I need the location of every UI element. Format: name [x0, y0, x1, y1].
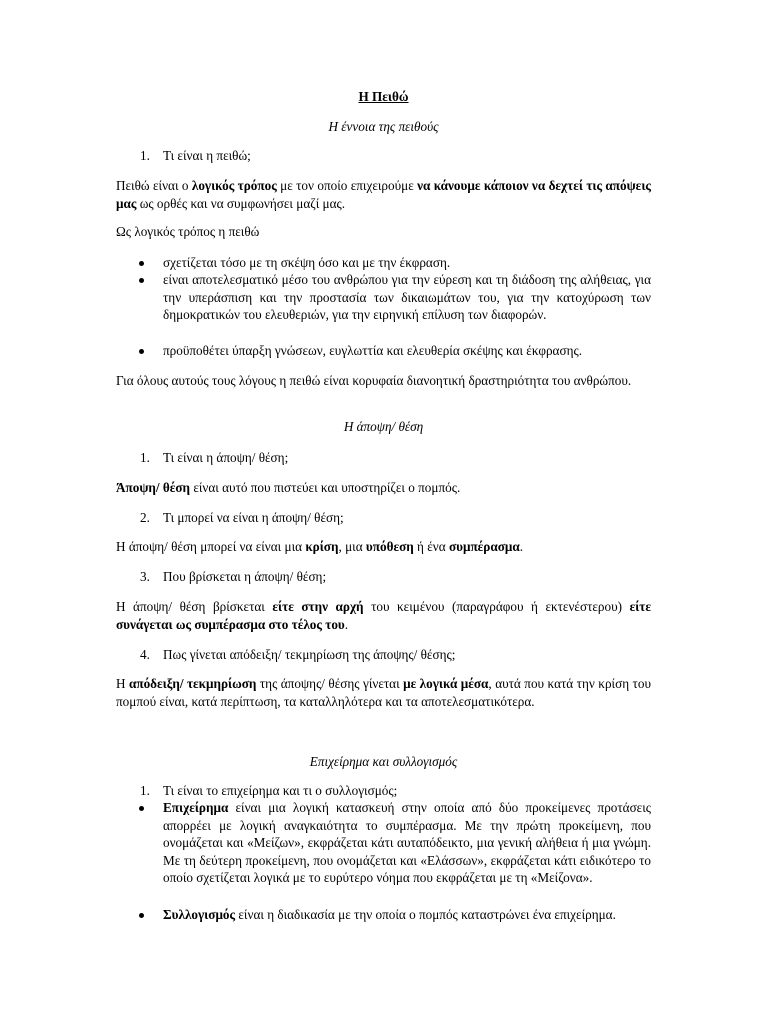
bold-run: με λογικά μέσα — [403, 676, 489, 691]
text-run: ως ορθές και να συμφωνήσει μαζί μας. — [136, 195, 346, 211]
paragraph-opinion-definition — [116, 479, 651, 497]
bold-run: υπόθεση — [365, 539, 414, 554]
bold-run: είτε στην αρχή — [272, 599, 364, 614]
question-text: Τι είναι η άποψη/ θέση; — [163, 450, 289, 465]
text-run: είναι μια λογική κατασκευή στην οποία από δύο προκείμενες προτάσεις απορρέει με λογική αναγκαιότητα το συμπέρασμα. Με την πρώτη προκείμενη, που ονομάζεται και «Μείζων», εκφράζεται κάτι αυταπόδεικτο, μια γενική αλήθεια ή μια γνώμη. Με τη δεύτερη προκείμενη, που ονομάζεται και «Ελάσσων», εκφράζεται κάτι ειδικότερο το οποίο σχετίζεται λογικά με το ευρύτερο νόημα που εκφράζεται με τη «Μείζονα». — [163, 800, 651, 885]
text-run: είναι η διαδικασία με την οποία ο πομπός καταστρώνει ένα επιχείρημα. — [235, 907, 616, 922]
bold-run: συμπέρασμα — [448, 539, 520, 554]
bullet-text: είναι αποτελεσματικό μέσο του ανθρώπου για την εύρεση και τη διάδοση της αλήθειας, για την υπεράσπιση και την προστασία των δικαιωμάτων του, για την κατοχύρωση των δημοκρατικών του ελευθεριών, για την ειρηνική επίλυση των διαφορών. — [163, 272, 651, 322]
bullet-icon — [139, 278, 144, 283]
question-text: Τι είναι η πειθώ; — [163, 148, 251, 163]
paragraph-proof — [116, 675, 651, 710]
list-number: 1. — [140, 783, 150, 798]
text-run: της άποψης/ θέσης γίνεται — [256, 676, 404, 691]
text-run: , αυτά που κατά την κρίση του πομπού είναι, κατά περίπτωση, τα καταλληλότερα και τα αποτελεσματικότερα. — [116, 676, 651, 709]
list-number: 3. — [140, 569, 150, 584]
text-run: , μια — [338, 539, 366, 554]
bold-run: κρίση — [305, 539, 339, 554]
bold-run: λογικός τρόπος — [191, 178, 277, 193]
bullet-icon — [139, 806, 144, 811]
text-run: . — [519, 539, 524, 554]
text-run: ή ένα — [413, 539, 449, 554]
list-number: 4. — [140, 647, 150, 662]
bold-run: Επιχείρημα — [163, 800, 229, 815]
text-run: . — [344, 616, 349, 632]
bold-run: να κάνουμε κάποιον να δεχτεί τις απόψεις μας — [116, 178, 651, 211]
bullet-icon — [139, 913, 144, 918]
question-text: Τι μπορεί να είναι η άποψη/ θέση; — [163, 510, 344, 525]
bullet-text — [163, 799, 651, 887]
document-title: Η Πειθώ — [358, 89, 409, 104]
text-run: είναι αυτό που πιστεύει και υποστηρίζει ο πομπός. — [190, 480, 461, 495]
question-text: Τι είναι το επιχείρημα και τι ο συλλογισμός; — [163, 783, 398, 798]
section-heading-persuasion: Η έννοια της πειθούς — [328, 119, 439, 134]
text-run: Η — [116, 676, 129, 691]
paragraph-conclusion: Για όλους αυτούς τους λόγους η πειθώ είναι κορυφαία διανοητική δραστηριότητα του ανθρώπου. — [116, 373, 632, 388]
section-heading-argument: Επιχείρημα και συλλογισμός — [309, 754, 458, 769]
paragraph-opinion-location — [116, 598, 651, 633]
list-number: 1. — [140, 450, 150, 465]
text-run: του κειμένου (παραγράφου ή εκτενέστερου) — [363, 599, 630, 614]
bold-run: Συλλογισμός — [163, 907, 236, 922]
bullet-text: σχετίζεται τόσο με τη σκέψη όσο και με την έκφραση. — [163, 255, 451, 270]
bullet-icon — [139, 349, 144, 354]
bold-run: είτε συνάγεται ως συμπέρασμα στο τέλος του — [116, 599, 651, 632]
bullet-text: προϋποθέτει ύπαρξη γνώσεων, ευγλωττία και ελευθερία σκέψης και έκφρασης. — [163, 343, 582, 358]
paragraph-definition — [116, 177, 651, 212]
question-text: Πως γίνεται απόδειξη/ τεκμηρίωση της άποψης/ θέσης; — [163, 647, 456, 662]
bold-run: απόδειξη/ τεκμηρίωση — [129, 676, 257, 691]
text-run: με τον οποίο επιχειρούμε — [276, 178, 418, 193]
paragraph-intro: Ως λογικός τρόπος η πειθώ — [116, 224, 260, 239]
text-run: Η άποψη/ θέση μπορεί να είναι μια — [116, 539, 306, 554]
bullet-icon — [139, 261, 144, 266]
text-run: Πειθώ είναι ο — [116, 178, 192, 193]
bullet-text — [163, 906, 651, 924]
list-number: 1. — [140, 148, 150, 163]
list-number: 2. — [140, 510, 150, 525]
paragraph-opinion-types — [116, 538, 651, 556]
question-text: Που βρίσκεται η άποψη/ θέση; — [163, 569, 327, 584]
bold-run: Άποψη/ θέση — [116, 480, 191, 495]
text-run: Η άποψη/ θέση βρίσκεται — [116, 599, 273, 614]
section-heading-opinion: Η άποψη/ θέση — [343, 419, 424, 434]
